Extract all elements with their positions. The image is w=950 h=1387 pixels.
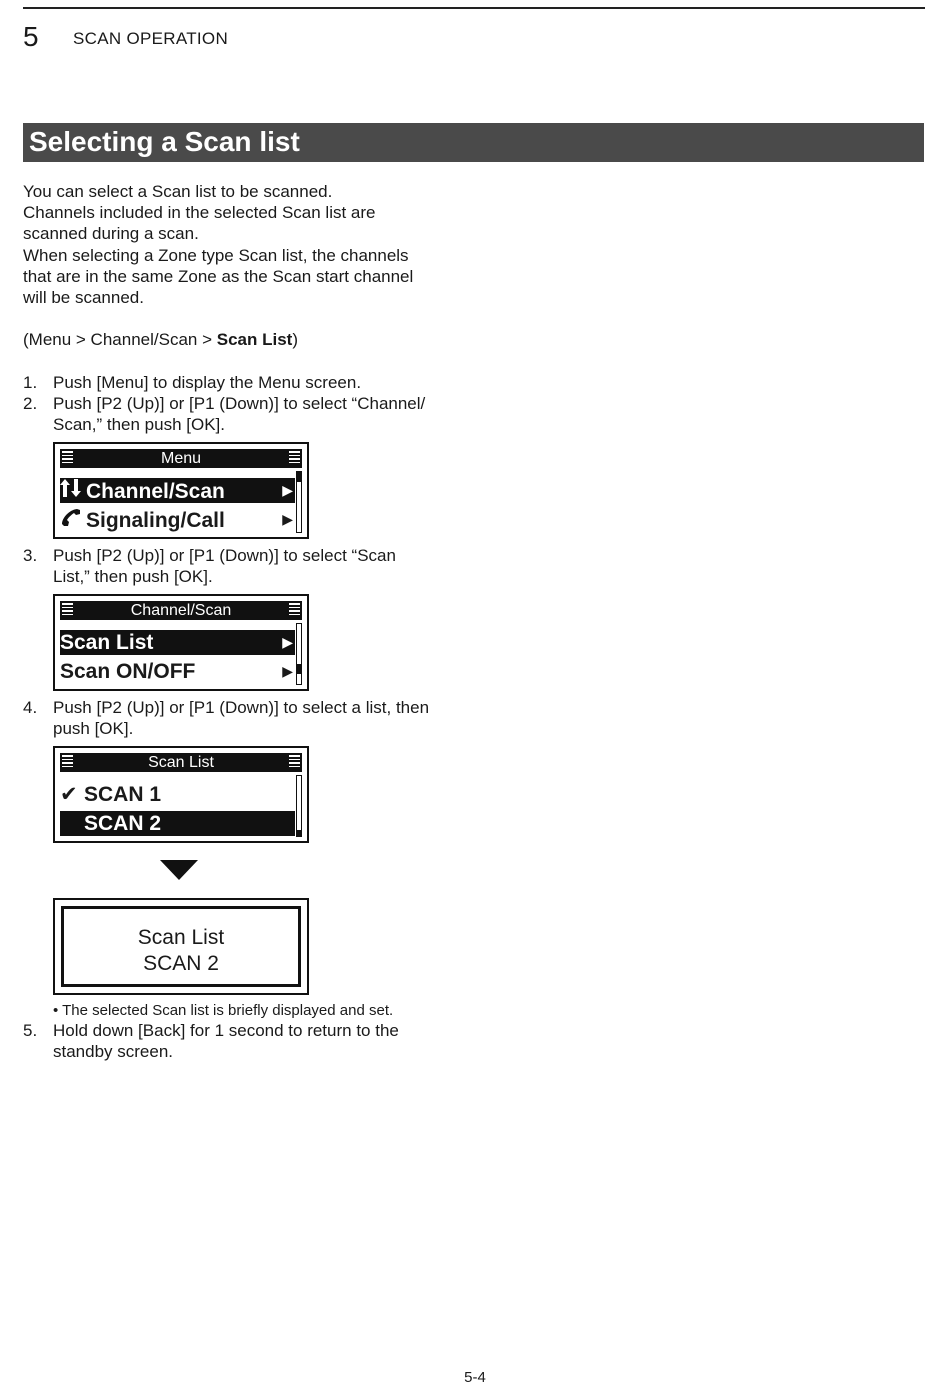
lcd-title-bar [60, 601, 302, 620]
lcd-row-scan-onoff [60, 659, 295, 684]
menu-path [23, 329, 298, 350]
top-rule [23, 7, 925, 9]
step-text [53, 372, 453, 393]
lcd-scrollbar [296, 471, 302, 533]
menu-lines-icon [62, 451, 73, 466]
triangle-right-icon: ▶ [282, 634, 293, 650]
step-line: Push [Menu] to display the Menu screen. [53, 373, 362, 392]
lcd-row-label: Signaling/Call [86, 509, 225, 532]
menu-path-bold: Scan List [216, 330, 293, 349]
triangle-right-icon: ▶ [282, 511, 293, 527]
chapter-number: 5 [23, 21, 39, 52]
result-line-1: Scan List [137, 926, 225, 949]
lcd-title: Channel/Scan [130, 602, 232, 619]
step-line: Scan,” then push [OK]. [53, 415, 225, 435]
section-title: Selecting a Scan list [23, 123, 924, 162]
page-number: 5-4 [464, 1369, 486, 1386]
lcd-channel-scan-screen [53, 594, 309, 691]
triangle-right-icon: ▶ [282, 482, 293, 498]
lcd-title: Scan List [148, 754, 214, 771]
step-number: 1. [23, 373, 38, 392]
step-number: 5. [23, 1021, 38, 1040]
lcd-row-channel-scan [60, 478, 295, 503]
intro-paragraph [23, 181, 453, 308]
step-line: standby screen. [53, 1042, 174, 1062]
phone-icon [60, 507, 86, 533]
lcd-row-scan-2 [60, 811, 295, 836]
step-text [53, 697, 453, 739]
lcd-scroll-thumb [297, 472, 301, 482]
intro-line: that are in the same Zone as the Scan start channel [23, 266, 414, 286]
menu-lines-icon [289, 603, 300, 618]
menu-path-suffix: ) [292, 330, 298, 349]
intro-line: scanned during a scan. [23, 224, 199, 244]
lcd-scrollbar [296, 623, 302, 685]
intro-line: You can select a Scan list to be scanned. [23, 182, 333, 201]
step-line: push [OK]. [53, 719, 134, 739]
lcd-scroll-thumb [297, 664, 301, 674]
step-line: Push [P2 (Up)] or [P1 (Down)] to select “Scan [53, 546, 396, 565]
result-line-2: SCAN 2 [143, 952, 219, 975]
intro-line: will be scanned. [23, 288, 144, 308]
lcd-row-signaling-call [60, 507, 295, 532]
triangle-right-icon: ▶ [282, 663, 293, 679]
lcd-scroll-thumb [297, 830, 301, 836]
lcd-scrollbar [296, 775, 302, 837]
lcd-row-scan-list [60, 630, 295, 655]
step-line: Hold down [Back] for 1 second to return to the [53, 1021, 399, 1040]
note: • The selected Scan list is briefly displayed and set. [53, 1002, 394, 1019]
intro-line: When selecting a Zone type Scan list, the channels [23, 245, 409, 265]
lcd-scan-list-screen [53, 746, 309, 843]
menu-path-prefix: (Menu > Channel/Scan > [23, 330, 217, 349]
step-text [53, 393, 453, 435]
lcd-title: Menu [160, 450, 202, 467]
result-frame [61, 906, 301, 987]
step-number: 2. [23, 394, 38, 413]
lcd-menu-screen [53, 442, 309, 539]
menu-lines-icon [289, 755, 300, 770]
lcd-row-label: SCAN 1 [84, 783, 162, 806]
step-text [53, 1020, 453, 1062]
down-arrow-icon [160, 860, 198, 880]
lcd-row-label: Scan ON/OFF [60, 660, 196, 683]
step-number: 4. [23, 698, 38, 717]
lcd-row-scan-1 [60, 782, 295, 807]
menu-lines-icon [289, 451, 300, 466]
updown-arrows-icon [60, 478, 86, 504]
step-line: Push [P2 (Up)] or [P1 (Down)] to select a list, then [53, 698, 430, 717]
lcd-row-label: SCAN 2 [84, 812, 162, 835]
step-line: List,” then push [OK]. [53, 567, 213, 587]
lcd-title-bar [60, 449, 302, 468]
menu-lines-icon [62, 755, 73, 770]
intro-line: Channels included in the selected Scan list are [23, 203, 376, 223]
lcd-title-bar [60, 753, 302, 772]
step-text [53, 545, 453, 587]
lcd-row-label: Channel/Scan [86, 480, 225, 503]
step-number: 3. [23, 546, 38, 565]
lcd-row-label: Scan List [60, 631, 154, 654]
menu-lines-icon [62, 603, 73, 618]
step-line: Push [P2 (Up)] or [P1 (Down)] to select “Channel/ [53, 394, 426, 413]
lcd-result-screen [53, 898, 309, 995]
check-icon: ✔ [60, 783, 78, 806]
chapter-title: SCAN OPERATION [73, 29, 229, 48]
